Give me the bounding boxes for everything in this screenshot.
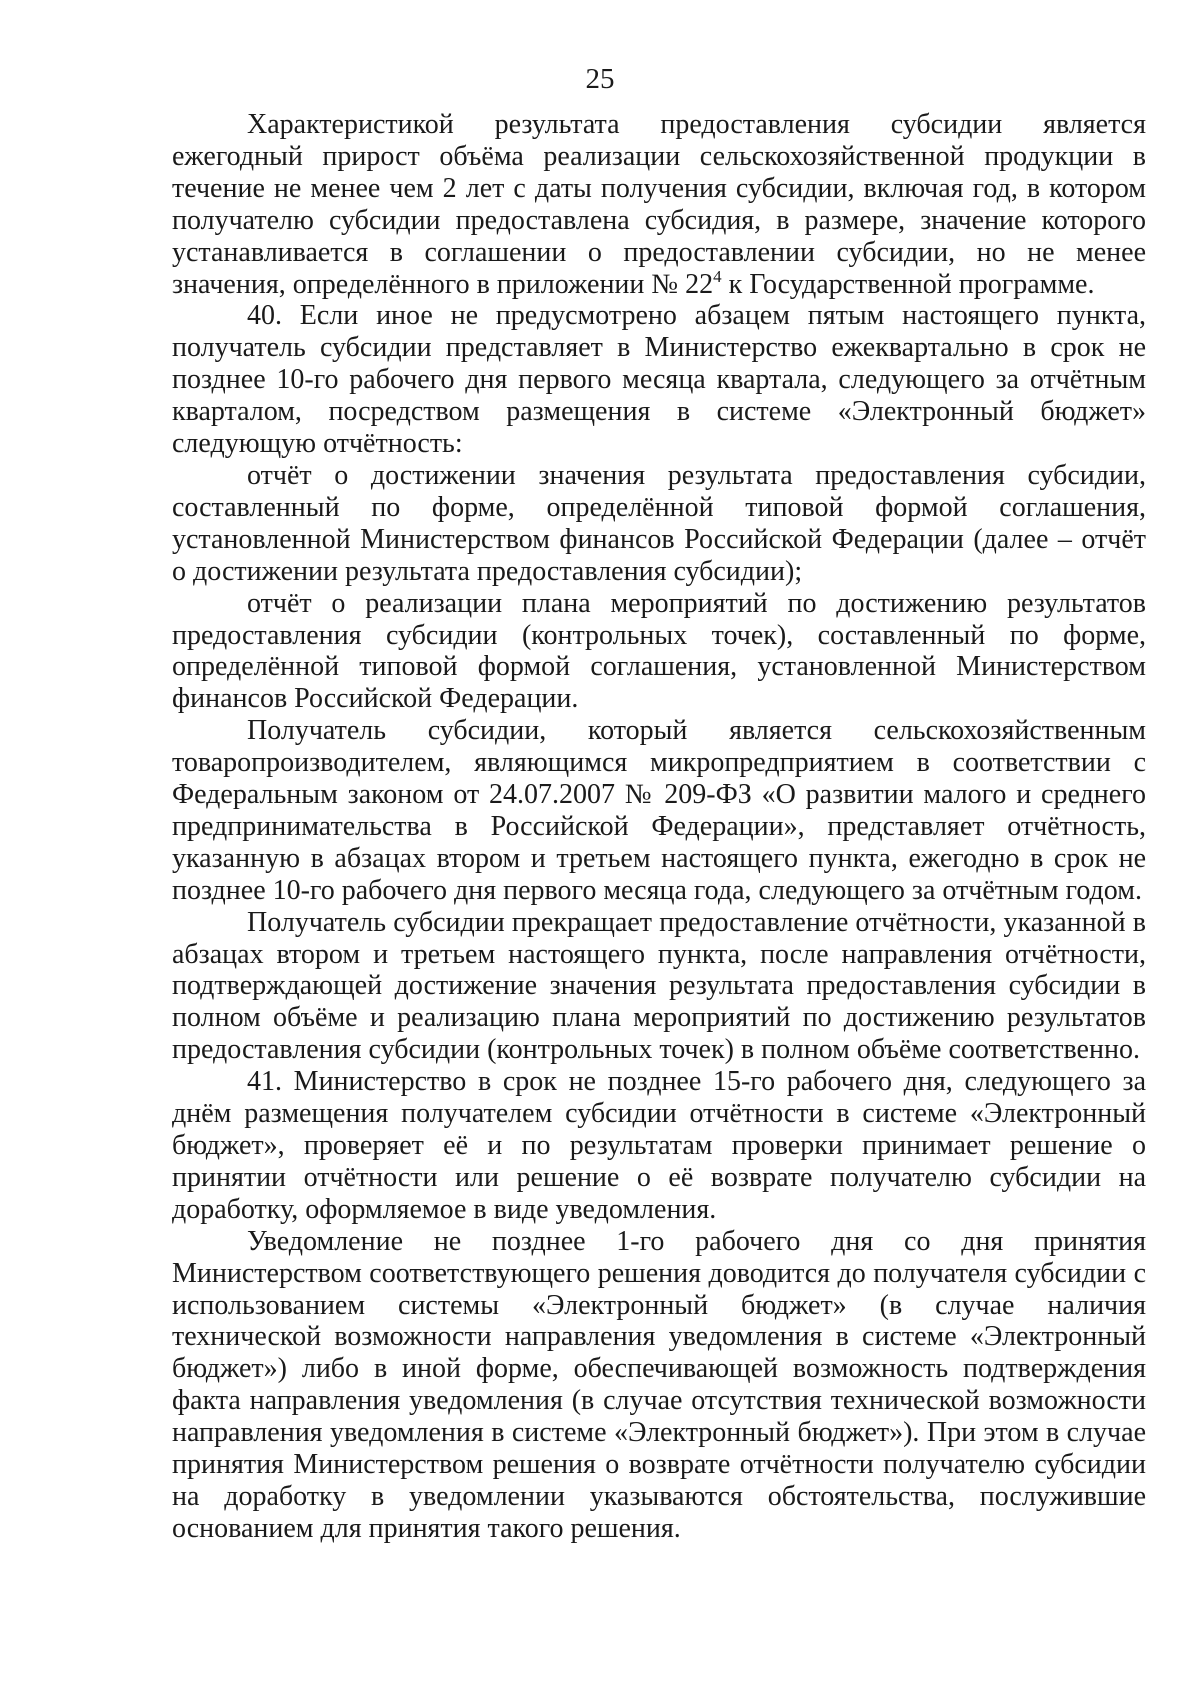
paragraph-micro-enterprise: Получатель субсидии, который является сельскохозяйственным товаропроизводителем, являющимся микропредприятием в соответствии с Федеральным законом от 24.07.2007 № 209-ФЗ «О развитии малого и среднего предпринимательства в Российской Федерации», представляет отчётность, указанную в абзацах втором и третьем настоящего пункта, ежегодно в срок не позднее 10-го рабочего дня первого месяца года, следующего за отчётным годом. xyxy=(172,715,1146,906)
paragraph-reporting-termination: Получатель субсидии прекращает предоставление отчётности, указанной в абзацах втором и третьем настоящего пункта, после направления отчётности, подтверждающей достижение значения результата предоставления субсидии в полном объёме и реализацию плана мероприятий по достижению результатов предоставления субсидии (контрольных точек) в полном объёме соответственно. xyxy=(172,906,1146,1066)
paragraph-text-tail: к Государственной программе. xyxy=(721,268,1095,300)
paragraph-notification: Уведомление не позднее 1-го рабочего дня со дня принятия Министерством соответствующего решения доводится до получателя субсидии с использованием системы «Электронный бюджет» (в случае наличия технической возможности направления уведомления в системе «Электронный бюджет») либо в иной форме, обеспечивающей возможность подтверждения факта направления уведомления (в случае отсутствия технической возможности направления уведомления в системе «Электронный бюджет»). При этом в случае принятия Министерством решения о возврате отчётности получателю субсидии на доработку в уведомлении указываются обстоятельства, послужившие основанием для принятия такого решения. xyxy=(172,1225,1146,1544)
paragraph-clause-41: 41. Министерство в срок не позднее 15-го рабочего дня, следующего за днём размещения получателем субсидии отчётности в системе «Электронный бюджет», проверяет её и по результатам проверки принимает решение о принятии отчётности или решение о её возврате получателю субсидии на доработку, оформляемое в виде уведомления. xyxy=(172,1066,1146,1225)
paragraph-text: Характеристикой результата предоставления субсидии является ежегодный прирост объёма реализации сельскохозяйственной продукции в течение не менее чем 2 лет с даты получения субсидии, включая год, в котором получателю субсидии предоставлена субсидия, в размере, значение которого устанавливается в соглашении о предоставлении субсидии, но не менее значения, определённого в приложении № 22 xyxy=(172,109,1146,300)
paragraph-result-characteristic xyxy=(172,109,1146,300)
paragraph-report-achievement: отчёт о достижении значения результата предоставления субсидии, составленный по форме, определённой типовой формой соглашения, установленной Министерством финансов Российской Федерации (далее – отчёт о достижении результата предоставления субсидии); xyxy=(172,459,1146,587)
paragraph-clause-40: 40. Если иное не предусмотрено абзацем пятым настоящего пункта, получатель субсидии представляет в Министерство ежеквартально в срок не позднее 10-го рабочего дня первого месяца квартала, следующего за отчётным кварталом, посредством размещения в системе «Электронный бюджет» следующую отчётность: xyxy=(172,300,1146,460)
paragraph-report-plan: отчёт о реализации плана мероприятий по достижению результатов предоставления субсидии (контрольных точек), составленный по форме, определённой типовой формой соглашения, установленной Министерством финансов Российской Федерации. xyxy=(172,587,1146,715)
document-body xyxy=(172,109,1146,1545)
page-number: 25 xyxy=(585,63,615,95)
superscript: 4 xyxy=(713,266,722,286)
